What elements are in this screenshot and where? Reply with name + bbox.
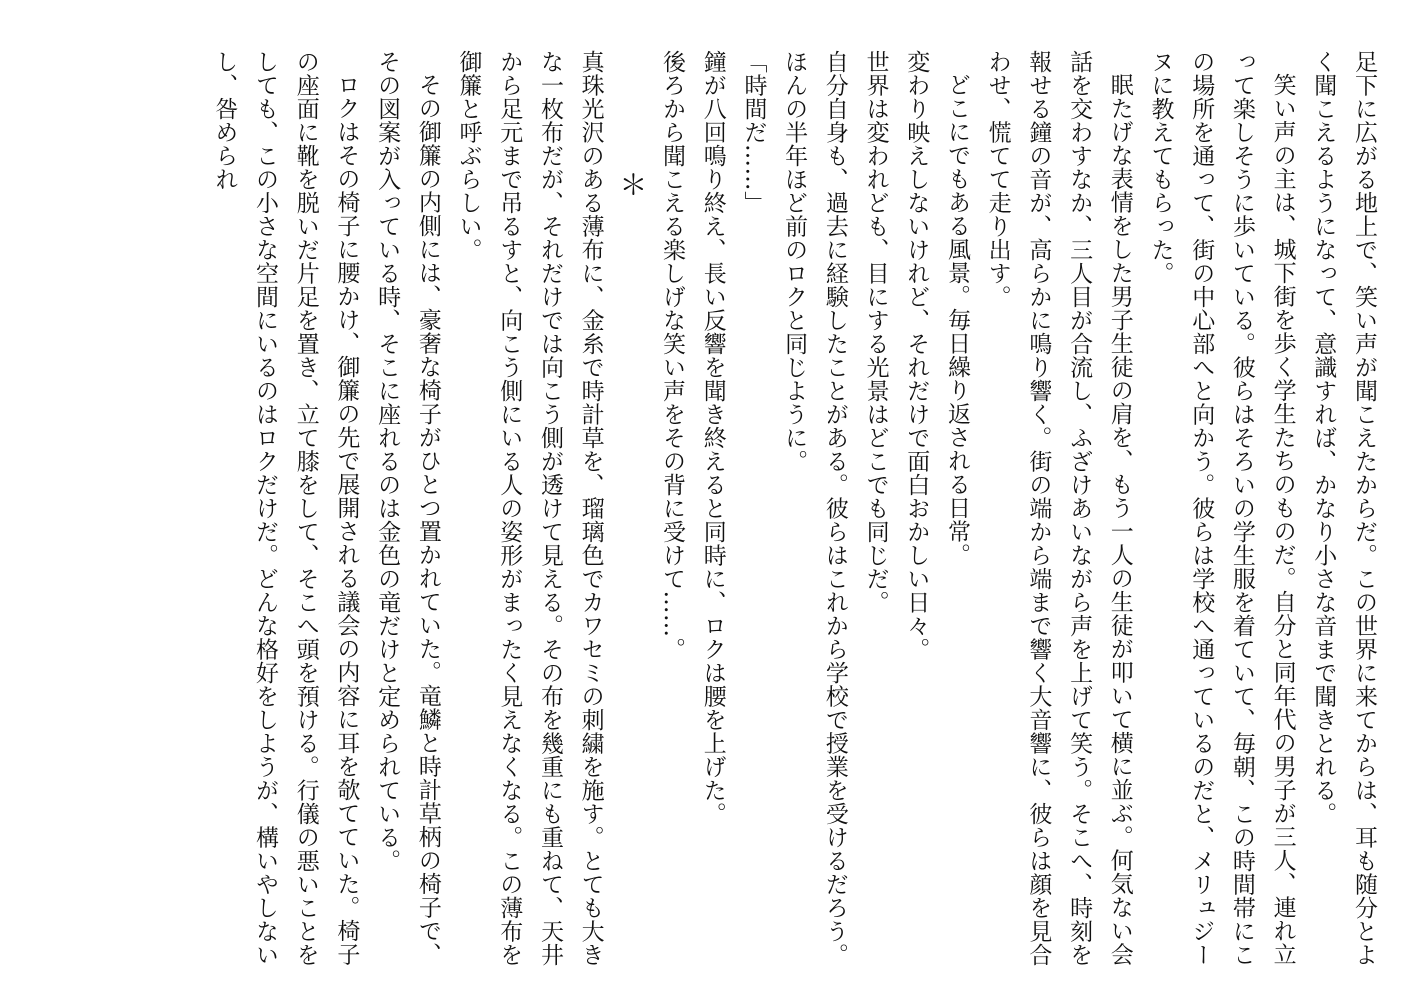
paragraph: その御簾の内側には、豪奢な椅子がひとつ置かれていた。竜鱗と時計草柄の椅子で、その図案が入っている時、そこに座れるのは金色の竜だけと定められている。 [374,50,441,966]
body-text [204,50,1384,985]
paragraph: 世界は変われども、目にする光景はどこでも同じだ。 [862,50,889,614]
paragraph: どこにでもある風景。毎日繰り返される日常。 [943,73,970,567]
paragraph: 後ろから聞こえる楽しげな笑い声をその背に受けて……。 [659,50,686,661]
dialogue-line: 「時間だ……」 [740,50,767,215]
section-break-asterisk: ＊ [615,170,649,199]
paragraph: 自分自身も、過去に経験したことがある。彼らはこれから学校で授業を受けるだろう。ほんの半年ほど前のロクと同じように。 [781,50,848,967]
paragraph: 笑い声の主は、城下街を歩く学生たちのものだ。自分と同年代の男子が三人、連れ立って楽しそうに歩いている。彼らはそろいの学生服を着ていて、毎朝、この時間帯にこの場所を通って、街の中心部へと向かう。彼らは学校へ通っているのだと、メリュジーヌに教えてもらった。 [1147,50,1296,967]
paragraph: ロクはその椅子に腰かけ、御簾の先で展開される議会の内容に耳を欹てていた。椅子の座面に靴を脱いだ片足を置き、立て膝をして、そこへ頭を預ける。行儀の悪いことをしても、この小さな空間にいるのはロクだけだ。どんな格好をしようが、構いやしないし、咎められ [211,50,360,967]
paragraph: 変わり映えしないけれど、それだけで面白おかしい日々。 [903,50,930,661]
paragraph: 足下に広がる地上で、笑い声が聞こえたからだ。この世界に来てからは、耳も随分とよく聞こえるようになって、意識すれば、かなり小さな音まで聞きとれる。 [1310,50,1377,967]
paragraph: 鐘が八回鳴り終え、長い反響を聞き終えると同時に、ロクは腰を上げた。 [699,50,726,826]
paragraph: 眠たげな表情をした男子生徒の肩を、もう一人の生徒が叩いて横に並ぶ。何気ない会話を交わすなか、三人目が合流し、ふざけあいながら声を上げて笑う。そこへ、時刻を報せる鐘の音が、高らかに鳴り響く。街の端から端まで響く大音響に、彼らは顔を見合わせ、慌てて走り出す。 [984,50,1133,967]
paragraph: 真珠光沢のある薄布に、金糸で時計草を、瑠璃色でカワセミの刺繍を施す。とても大きな一枚布だが、それだけでは向こう側が透けて見える。その布を幾重にも重ねて、天井から足元まで吊るすと、向こう側にいる人の姿形がまったく見えなくなる。この薄布を御簾と呼ぶらしい。 [455,50,604,967]
